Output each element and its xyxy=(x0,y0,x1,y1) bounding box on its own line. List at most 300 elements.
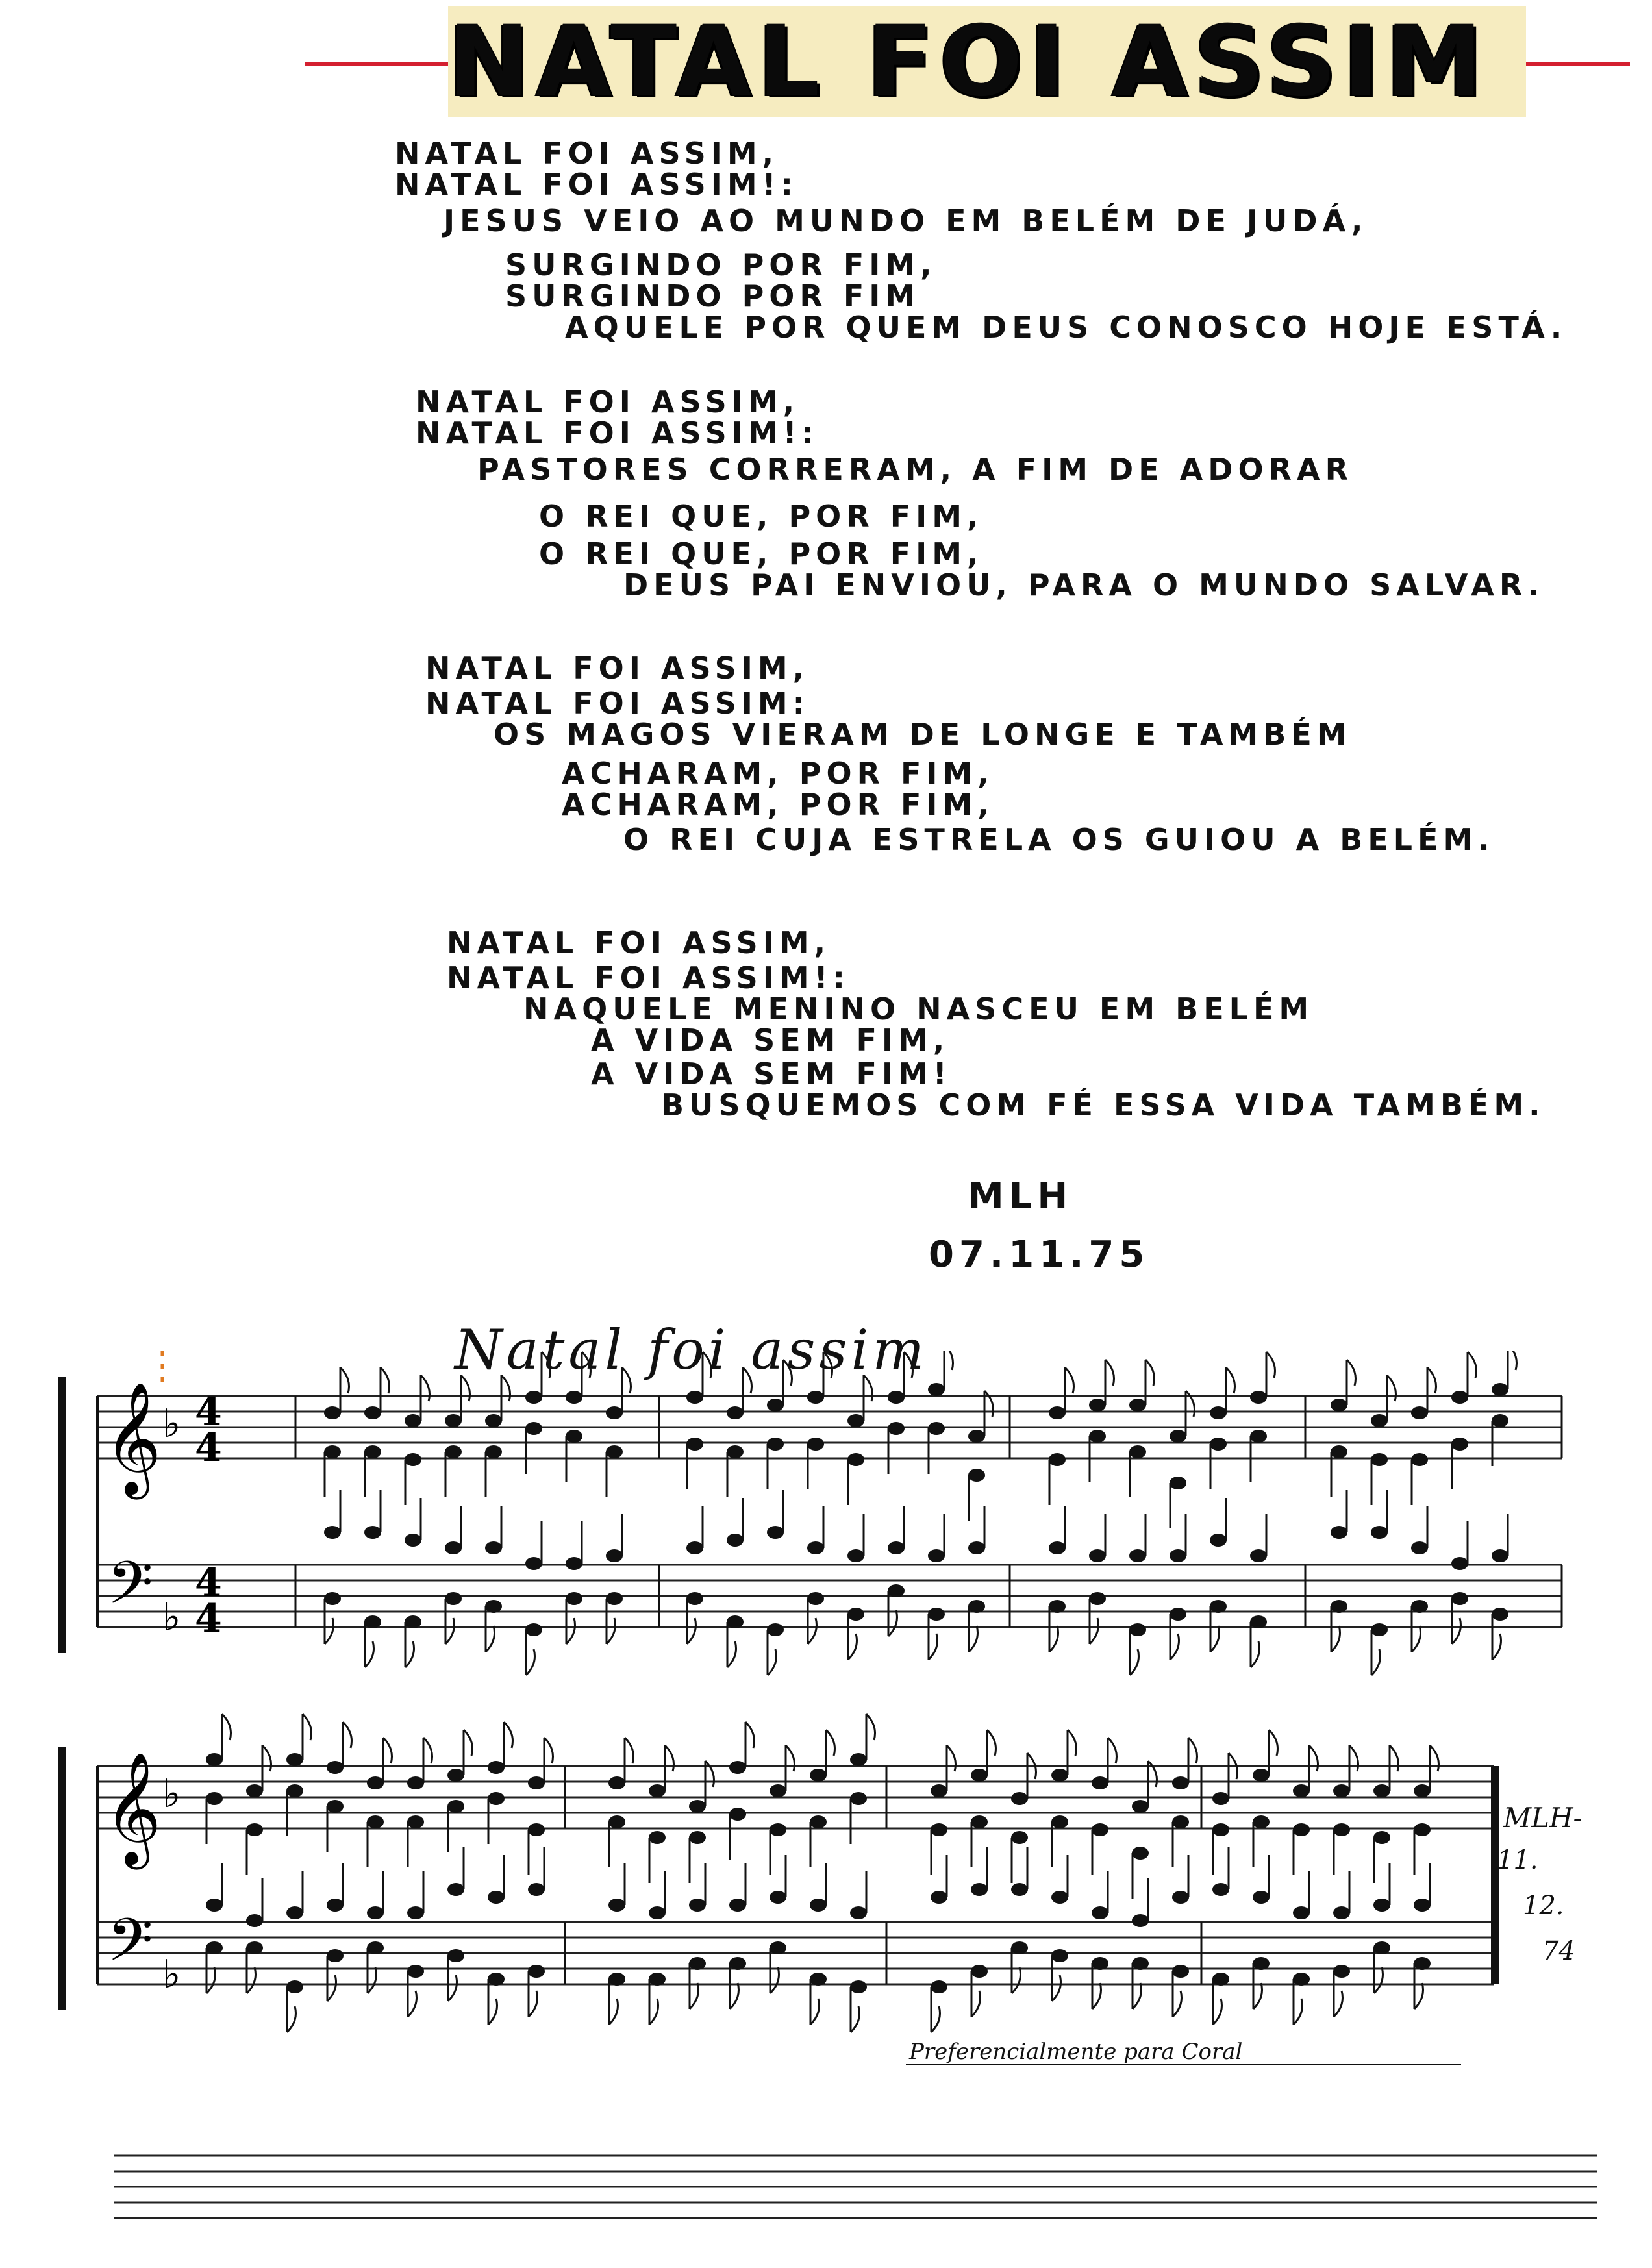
note-head xyxy=(405,1615,421,1628)
note-head xyxy=(1293,1784,1310,1797)
note-head xyxy=(847,1608,864,1621)
note-head xyxy=(206,1792,223,1805)
note-head xyxy=(1373,1899,1390,1912)
note-flag xyxy=(768,1649,777,1675)
verse-line: NAQUELE MENINO NASCEU EM BELÉM xyxy=(523,991,1314,1027)
note-head xyxy=(770,1941,786,1954)
note-head xyxy=(1250,1615,1267,1628)
note-head xyxy=(407,1906,424,1919)
note-head xyxy=(525,1422,542,1435)
note-head xyxy=(1451,1391,1468,1404)
note-flag xyxy=(1065,1367,1074,1393)
note-head xyxy=(1411,1453,1428,1466)
note-flag xyxy=(947,1745,956,1771)
music-score xyxy=(0,1351,1652,2268)
note-head xyxy=(1333,1906,1350,1919)
note-head xyxy=(447,1769,464,1782)
note-flag xyxy=(1452,1618,1461,1644)
note-flag xyxy=(327,1975,336,2001)
note-flag xyxy=(743,1367,752,1393)
note-head xyxy=(327,1949,344,1962)
signature-date: 07.11.75 xyxy=(929,1234,1150,1276)
page-title: NATAL FOI ASSIM xyxy=(448,6,1526,117)
note-head xyxy=(928,1608,945,1621)
note-flag xyxy=(730,1983,739,2009)
note-head xyxy=(1373,1831,1390,1844)
note-flag xyxy=(287,2006,296,2032)
note-head xyxy=(405,1453,421,1466)
note-head xyxy=(364,1615,381,1628)
note-head xyxy=(1414,1823,1431,1836)
note-head xyxy=(727,1445,744,1458)
note-flag xyxy=(340,1367,349,1393)
note-flag xyxy=(566,1618,575,1644)
note-head xyxy=(324,1406,341,1419)
note-head xyxy=(1492,1549,1508,1562)
note-flag xyxy=(445,1618,455,1644)
note-head xyxy=(686,1391,703,1404)
verse-line: A VIDA SEM FIM, xyxy=(591,1023,950,1058)
verse-line: SURGINDO POR FIM xyxy=(505,279,921,314)
note-head xyxy=(888,1541,905,1554)
note-head xyxy=(246,1914,263,1927)
note-head xyxy=(447,1883,464,1896)
verse-line: NATAL FOI ASSIM, xyxy=(416,384,800,419)
note-head xyxy=(727,1615,744,1628)
note-flag xyxy=(1266,1352,1275,1378)
note-flag xyxy=(247,1967,256,1993)
note-head xyxy=(1414,1957,1431,1970)
note-flag xyxy=(786,1745,795,1771)
note-head xyxy=(608,1815,625,1828)
note-flag xyxy=(1186,1391,1195,1417)
signature-initials: MLH xyxy=(968,1175,1073,1217)
note-flag xyxy=(770,1967,779,1993)
note-head xyxy=(1253,1891,1270,1904)
note-flag xyxy=(1213,1999,1222,2025)
note-head xyxy=(1253,1815,1270,1828)
verse-3 xyxy=(425,653,1495,855)
verse-line: ACHARAM, POR FIM, xyxy=(562,787,994,822)
note-head xyxy=(528,1883,545,1896)
note-head xyxy=(566,1391,582,1404)
note-flag xyxy=(971,1991,981,2017)
note-flag xyxy=(501,1375,510,1401)
flat-key-signature: ♭ xyxy=(162,1952,181,1997)
note-head xyxy=(1172,1776,1189,1789)
note-head xyxy=(327,1761,344,1774)
verse-line: A VIDA SEM FIM! xyxy=(591,1056,952,1091)
note-head xyxy=(1210,1406,1227,1419)
note-flag xyxy=(607,1618,616,1644)
note-flag xyxy=(1508,1351,1517,1370)
note-head xyxy=(1011,1792,1028,1805)
note-head xyxy=(445,1445,462,1458)
note-head xyxy=(850,1792,867,1805)
note-head xyxy=(1172,1891,1189,1904)
note-head xyxy=(1253,1957,1270,1970)
note-flag xyxy=(1387,1375,1396,1401)
note-flag xyxy=(1253,1983,1262,2009)
note-head xyxy=(367,1815,384,1828)
note-head xyxy=(608,1776,625,1789)
note-head xyxy=(1049,1453,1066,1466)
note-head xyxy=(566,1430,582,1443)
note-head xyxy=(1170,1549,1186,1562)
note-flag xyxy=(365,1641,374,1667)
note-head xyxy=(286,1784,303,1797)
note-head xyxy=(1051,1949,1068,1962)
system-bracket xyxy=(58,1747,66,2010)
note-head xyxy=(1092,1776,1108,1789)
note-head xyxy=(767,1438,784,1451)
note-head xyxy=(807,1541,824,1554)
bass-clef: 𝄢 xyxy=(107,1549,153,1632)
note-flag xyxy=(864,1375,873,1401)
title-line-left xyxy=(305,62,455,66)
note-head xyxy=(367,1906,384,1919)
note-head xyxy=(246,1823,263,1836)
note-head xyxy=(525,1557,542,1570)
note-flag xyxy=(464,1730,473,1756)
note-flag xyxy=(984,1391,994,1417)
score-performance-note: Preferencialmente para Coral xyxy=(909,2039,1243,2065)
note-flag xyxy=(381,1367,390,1393)
note-head xyxy=(1089,1399,1106,1412)
note-head xyxy=(364,1445,381,1458)
note-head xyxy=(367,1776,384,1789)
note-head xyxy=(606,1549,623,1562)
note-head xyxy=(364,1406,381,1419)
note-head xyxy=(407,1815,424,1828)
verse-line: DEUS PAI ENVIOU, PARA O MUNDO SALVAR. xyxy=(623,567,1545,603)
note-head xyxy=(1492,1383,1508,1396)
note-head xyxy=(807,1391,824,1404)
note-head xyxy=(1212,1823,1229,1836)
note-head xyxy=(1011,1941,1028,1954)
note-flag xyxy=(1145,1360,1155,1386)
note-head xyxy=(767,1623,784,1636)
note-flag xyxy=(1414,1983,1423,2009)
note-head xyxy=(1170,1608,1186,1621)
note-head xyxy=(1092,1906,1108,1919)
note-flag xyxy=(542,1352,551,1378)
note-flag xyxy=(625,1738,634,1763)
note-head xyxy=(407,1776,424,1789)
note-head xyxy=(1331,1445,1347,1458)
note-flag xyxy=(808,1618,817,1644)
note-flag xyxy=(1210,1626,1220,1652)
note-head xyxy=(649,1973,666,1986)
note-flag xyxy=(1226,1367,1235,1393)
note-head xyxy=(1333,1823,1350,1836)
note-flag xyxy=(687,1618,696,1644)
note-flag xyxy=(1390,1745,1399,1771)
note-head xyxy=(485,1445,502,1458)
title-line-right xyxy=(1513,62,1630,66)
flat-key-signature: ♭ xyxy=(162,1401,181,1447)
note-head xyxy=(729,1761,746,1774)
note-head xyxy=(1333,1965,1350,1978)
note-head xyxy=(770,1823,786,1836)
note-head xyxy=(770,1784,786,1797)
note-head xyxy=(1011,1883,1028,1896)
note-head xyxy=(488,1761,505,1774)
note-flag xyxy=(649,1999,658,2025)
note-flag xyxy=(1105,1360,1114,1386)
note-head xyxy=(1212,1883,1229,1896)
verse-line: NATAL FOI ASSIM!: xyxy=(395,167,798,202)
note-head xyxy=(1051,1769,1068,1782)
note-flag xyxy=(1170,1634,1179,1660)
note-head xyxy=(206,1753,223,1766)
note-head xyxy=(847,1414,864,1427)
note-flag xyxy=(448,1975,457,2001)
note-head xyxy=(286,1753,303,1766)
note-head xyxy=(1089,1592,1106,1605)
note-head xyxy=(1049,1541,1066,1554)
verse-line: O REI QUE, POR FIM, xyxy=(539,499,984,534)
note-head xyxy=(445,1414,462,1427)
note-head xyxy=(1411,1600,1428,1613)
note-flag xyxy=(461,1375,470,1401)
note-flag xyxy=(1468,1352,1477,1378)
verse-line: O REI CUJA ESTRELA OS GUIOU A BELÉM. xyxy=(623,822,1495,857)
note-head xyxy=(488,1891,505,1904)
note-flag xyxy=(944,1351,953,1370)
note-head xyxy=(1373,1941,1390,1954)
time-signature-bass-top: 4 xyxy=(195,1560,222,1606)
note-flag xyxy=(1430,1745,1439,1771)
note-head xyxy=(488,1973,505,1986)
note-head xyxy=(729,1957,746,1970)
note-flag xyxy=(1349,1745,1358,1771)
note-head xyxy=(850,1906,867,1919)
note-head xyxy=(405,1414,421,1427)
note-flag xyxy=(544,1738,553,1763)
note-head xyxy=(327,1899,344,1912)
note-flag xyxy=(423,1738,432,1763)
note-head xyxy=(807,1438,824,1451)
note-head xyxy=(847,1549,864,1562)
note-flag xyxy=(303,1714,312,1740)
note-head xyxy=(807,1592,824,1605)
note-head xyxy=(1451,1592,1468,1605)
flat-key-signature: ♭ xyxy=(162,1595,181,1640)
note-flag xyxy=(727,1641,736,1667)
note-head xyxy=(689,1800,706,1813)
note-head xyxy=(1129,1399,1146,1412)
verse-line: ACHARAM, POR FIM, xyxy=(562,756,994,791)
note-head xyxy=(729,1808,746,1821)
note-flag xyxy=(1130,1649,1139,1675)
note-flag xyxy=(488,1999,497,2025)
system-bracket xyxy=(58,1377,66,1653)
note-flag xyxy=(1294,1999,1303,2025)
note-head xyxy=(528,1965,545,1978)
note-head xyxy=(928,1383,945,1396)
verse-line: NATAL FOI ASSIM, xyxy=(425,651,810,686)
note-head xyxy=(968,1430,985,1443)
note-flag xyxy=(703,1352,712,1378)
note-head xyxy=(850,1753,867,1766)
note-flag xyxy=(1347,1360,1356,1386)
note-head xyxy=(1210,1600,1227,1613)
note-head xyxy=(206,1899,223,1912)
note-flag xyxy=(1092,1983,1101,2009)
note-head xyxy=(888,1584,905,1597)
note-flag xyxy=(325,1618,334,1644)
note-head xyxy=(528,1823,545,1836)
note-head xyxy=(447,1949,464,1962)
note-head xyxy=(931,1980,947,1993)
note-head xyxy=(1212,1792,1229,1805)
note-head xyxy=(1250,1430,1267,1443)
note-head xyxy=(566,1557,582,1570)
note-flag xyxy=(368,1967,377,1993)
note-head xyxy=(968,1469,985,1482)
note-flag xyxy=(1251,1641,1260,1667)
verse-line: PASTORES CORRERAM, A FIM DE ADORAR xyxy=(477,452,1354,487)
note-head xyxy=(971,1965,988,1978)
verse-line: NATAL FOI ASSIM!: xyxy=(416,416,819,451)
staff-lines xyxy=(97,1396,1597,2218)
note-head xyxy=(1092,1957,1108,1970)
note-head xyxy=(1293,1823,1310,1836)
note-flag xyxy=(408,1991,417,2017)
note-flag xyxy=(262,1745,271,1771)
note-flag xyxy=(486,1626,495,1652)
note-head xyxy=(1371,1526,1388,1539)
note-head xyxy=(847,1453,864,1466)
note-head xyxy=(1132,1914,1149,1927)
note-head xyxy=(445,1592,462,1605)
note-head xyxy=(367,1941,384,1954)
title-banner xyxy=(0,0,1652,130)
verse-line: AQUELE POR QUEM DEUS CONOSCO HOJE ESTÁ. xyxy=(565,310,1568,345)
score-title: Natal foi assim xyxy=(455,1318,929,1382)
note-head xyxy=(1492,1608,1508,1621)
note-flag xyxy=(1269,1730,1278,1756)
note-head xyxy=(1411,1406,1428,1419)
note-head xyxy=(888,1391,905,1404)
note-head xyxy=(971,1815,988,1828)
note-head xyxy=(1129,1445,1146,1458)
treble-clef: 𝄞 xyxy=(104,1382,162,1495)
note-head xyxy=(649,1906,666,1919)
note-head xyxy=(324,1526,341,1539)
note-head xyxy=(606,1406,623,1419)
note-head xyxy=(1293,1973,1310,1986)
note-head xyxy=(928,1422,945,1435)
note-head xyxy=(1210,1438,1227,1451)
verse-line: NATAL FOI ASSIM!: xyxy=(447,960,850,995)
note-head xyxy=(246,1941,263,1954)
note-flag xyxy=(851,2006,860,2032)
note-flag xyxy=(1492,1634,1501,1660)
note-flag xyxy=(526,1649,535,1675)
score-margin-date-part: 12. xyxy=(1523,1891,1564,1921)
note-head xyxy=(1414,1784,1431,1797)
note-head xyxy=(1132,1847,1149,1860)
note-flag xyxy=(504,1722,513,1748)
note-flag xyxy=(343,1722,352,1748)
verse-line: SURGINDO POR FIM, xyxy=(505,247,937,282)
verse-line: BUSQUEMOS COM FÉ ESSA VIDA TAMBÉM. xyxy=(661,1088,1546,1123)
note-flag xyxy=(206,1967,216,1993)
note-flag xyxy=(690,1983,699,2009)
note-head xyxy=(729,1899,746,1912)
note-head xyxy=(850,1980,867,1993)
note-head xyxy=(608,1973,625,1986)
note-head xyxy=(1492,1414,1508,1427)
note-head xyxy=(928,1549,945,1562)
verse-line: JESUS VEIO AO MUNDO EM BELÉM DE JUDÁ, xyxy=(444,203,1368,238)
note-head xyxy=(1212,1973,1229,1986)
note-head xyxy=(364,1526,381,1539)
note-head xyxy=(1051,1891,1068,1904)
score-margin-date-part: 74 xyxy=(1542,1936,1575,1966)
note-flag xyxy=(848,1634,857,1660)
note-head xyxy=(1250,1391,1267,1404)
note-head xyxy=(727,1534,744,1547)
note-head xyxy=(810,1973,827,1986)
note-flag xyxy=(1331,1626,1340,1652)
note-head xyxy=(1129,1549,1146,1562)
note-head xyxy=(485,1541,502,1554)
note-head xyxy=(1371,1453,1388,1466)
note-head xyxy=(810,1769,827,1782)
note-head xyxy=(606,1445,623,1458)
score-margin-initials: MLH- xyxy=(1503,1802,1583,1834)
note-head xyxy=(1331,1399,1347,1412)
note-head xyxy=(1373,1784,1390,1797)
time-signature-treble-bottom: 4 xyxy=(195,1425,222,1471)
note-head xyxy=(968,1541,985,1554)
note-head xyxy=(1170,1430,1186,1443)
note-head xyxy=(649,1831,666,1844)
note-flag xyxy=(622,1367,631,1393)
note-head xyxy=(445,1541,462,1554)
note-head xyxy=(686,1438,703,1451)
note-flag xyxy=(1133,1983,1142,2009)
note-head xyxy=(1210,1534,1227,1547)
note-head xyxy=(689,1899,706,1912)
note-head xyxy=(1170,1477,1186,1489)
bass-clef: 𝄢 xyxy=(107,1906,153,1989)
note-flag xyxy=(1049,1626,1058,1652)
note-head xyxy=(1172,1965,1189,1978)
note-head xyxy=(528,1776,545,1789)
note-head xyxy=(324,1445,341,1458)
note-head xyxy=(286,1980,303,1993)
note-head xyxy=(1253,1769,1270,1782)
note-flag xyxy=(1068,1730,1077,1756)
note-flag xyxy=(969,1626,978,1652)
note-flag xyxy=(1173,1991,1182,2017)
note-head xyxy=(971,1883,988,1896)
note-flag xyxy=(421,1375,430,1401)
note-head xyxy=(206,1941,223,1954)
note-head xyxy=(686,1592,703,1605)
note-head xyxy=(324,1592,341,1605)
note-head xyxy=(1092,1823,1108,1836)
note-flag xyxy=(1052,1975,1061,2001)
note-head xyxy=(931,1784,947,1797)
note-head xyxy=(485,1600,502,1613)
note-head xyxy=(1049,1406,1066,1419)
note-head xyxy=(485,1414,502,1427)
